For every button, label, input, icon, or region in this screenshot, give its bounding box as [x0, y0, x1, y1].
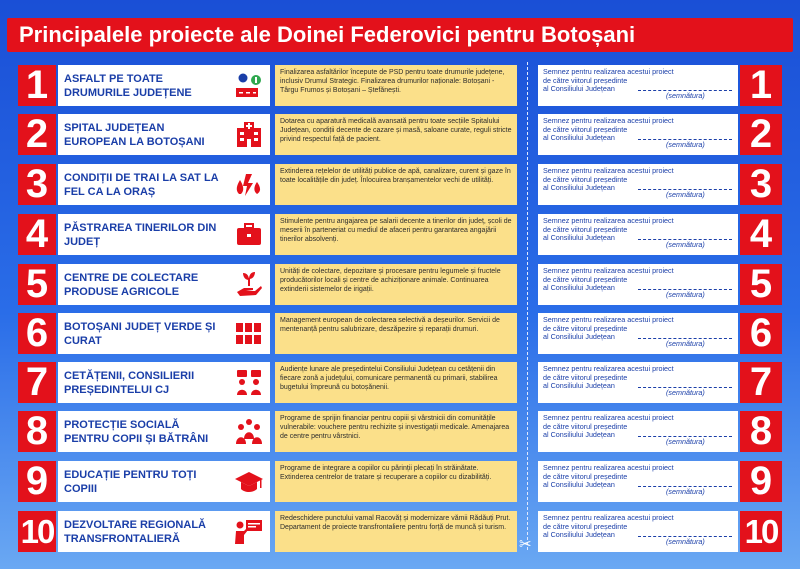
project-title: DEZVOLTARE REGIONALĂ TRANSFRONTALIERĂ [64, 518, 206, 545]
project-title-box [58, 65, 270, 106]
project-description: Stimulente pentru angajarea pe salarii decente a tinerilor din județ, școli de meserii în parteneriat cu mediul de afaceri pentru garantarea angajării tinerilor absolvenți. [275, 214, 517, 255]
sign-line-3: al Consiliului Județean [543, 233, 615, 243]
project-number-right: 9 [740, 461, 782, 502]
signature-box [538, 411, 738, 452]
sign-line-3: al Consiliului Județean [543, 480, 615, 490]
project-title: CETĂȚENII, CONSILIERII PREȘEDINTELUI CJ [64, 369, 195, 396]
project-title: ASFALT PE TOATE DRUMURILE JUDEȚENE [64, 72, 192, 99]
sign-line-3: al Consiliului Județean [543, 381, 615, 391]
project-row [0, 264, 800, 305]
sign-line-3: al Consiliului Județean [543, 530, 615, 540]
project-number: 7 [18, 362, 56, 403]
project-number-right: 8 [740, 411, 782, 452]
project-row [0, 114, 800, 155]
signature-box [538, 164, 738, 205]
project-description: Redeschidere punctului vamal Racovăț și modernizare vămii Rădăuți Prut. Departament de proiecte transfrontaliere pentru forță de muncă și turism. [275, 511, 517, 552]
sign-line-3: al Consiliului Județean [543, 183, 615, 193]
project-row [0, 65, 800, 106]
project-number: 6 [18, 313, 56, 354]
project-row [0, 313, 800, 354]
signature-label: (semnătura) [666, 140, 705, 149]
project-title: PROTECȚIE SOCIALĂ PENTRU COPII ȘI BĂTRÂNI [64, 418, 209, 445]
project-number-right: 7 [740, 362, 782, 403]
project-number: 8 [18, 411, 56, 452]
signature-label: (semnătura) [666, 91, 705, 100]
people-chat-icon [234, 368, 264, 397]
project-row [0, 164, 800, 205]
sign-line-2: de către viitorul președinte [543, 174, 628, 184]
project-title: PĂSTRAREA TINERILOR DIN JUDEȚ [64, 221, 217, 248]
signature-label: (semnătura) [666, 290, 705, 299]
scissors-icon: ✂ [519, 536, 532, 553]
project-title-box [58, 461, 270, 502]
sign-line-1: Semnez pentru realizarea acestui proiect [543, 166, 674, 175]
sign-line-2: de către viitorul președinte [543, 75, 628, 85]
sign-line-2: de către viitorul președinte [543, 323, 628, 333]
graduation-cap-icon [234, 467, 264, 496]
sign-line-2: de către viitorul președinte [543, 224, 628, 234]
signature-label: (semnătura) [666, 240, 705, 249]
project-title: EDUCAȚIE PENTRU TOȚI COPIII [64, 468, 197, 495]
project-title-box [58, 362, 270, 403]
utilities-icon [234, 170, 264, 199]
project-title: SPITAL JUDEȚEAN EUROPEAN LA BOTOȘANI [64, 121, 205, 148]
signature-label: (semnătura) [666, 487, 705, 496]
signature-label: (semnătura) [666, 537, 705, 546]
sign-line-3: al Consiliului Județean [543, 84, 615, 94]
sign-line-3: al Consiliului Județean [543, 283, 615, 293]
project-number: 10 [18, 511, 56, 552]
sign-line-1: Semnez pentru realizarea acestui proiect [543, 364, 674, 373]
signature-box [538, 511, 738, 552]
signature-box [538, 214, 738, 255]
project-row [0, 461, 800, 502]
project-description: Programe de sprijin financiar pentru copiii și vârstnicii din comunitățile vulnerabile: vouchere pentru rechizite și investigații medicale. Amenajarea de centre pentru vârstnici. [275, 411, 517, 452]
sign-line-2: de către viitorul președinte [543, 421, 628, 431]
project-number: 3 [18, 164, 56, 205]
project-description: Programe de integrare a copiilor cu părinții plecați în străinătate. Extinderea centrelor de tratare și recuperare a copiilor cu dizabilități. [275, 461, 517, 502]
project-row [0, 411, 800, 452]
project-description: Dotarea cu aparatură medicală avansată pentru toate secțiile Spitalului Județean, condiții decente de cazare și masă, saloane curate, reguli stricte privind respectul față de pacient. [275, 114, 517, 155]
family-icon [234, 417, 264, 446]
project-number: 2 [18, 114, 56, 155]
project-row [0, 511, 800, 552]
sign-line-1: Semnez pentru realizarea acestui proiect [543, 216, 674, 225]
sign-line-2: de către viitorul președinte [543, 471, 628, 481]
project-number-right: 4 [740, 214, 782, 255]
project-description: Management european de colectarea selectivă a deșeurilor. Servicii de mentenanță pentru salubrizare, deszăpezire și reparații drumuri. [275, 313, 517, 354]
project-number-right: 5 [740, 264, 782, 305]
project-description: Unități de colectare, depozitare și procesare pentru legumele și fructele producătorilor locali și centre de achiziționare animale. Continuarea extinderii sistemelor de irigații. [275, 264, 517, 305]
presentation-icon [234, 517, 264, 546]
project-title-box [58, 511, 270, 552]
sign-line-1: Semnez pentru realizarea acestui proiect [543, 67, 674, 76]
sign-line-2: de către viitorul președinte [543, 521, 628, 531]
sign-line-1: Semnez pentru realizarea acestui proiect [543, 266, 674, 275]
road-icon [234, 71, 264, 100]
signature-label: (semnătura) [666, 339, 705, 348]
hospital-icon [234, 120, 264, 149]
signature-box [538, 264, 738, 305]
project-number: 1 [18, 65, 56, 106]
project-title-box [58, 114, 270, 155]
project-title-box [58, 313, 270, 354]
signature-label: (semnătura) [666, 388, 705, 397]
project-number-right: 1 [740, 65, 782, 106]
sign-line-3: al Consiliului Județean [543, 430, 615, 440]
sign-line-1: Semnez pentru realizarea acestui proiect [543, 513, 674, 522]
project-title: CONDIȚII DE TRAI LA SAT LA FEL CA LA ORAȘ [64, 171, 219, 198]
project-title: CENTRE DE COLECTARE PRODUSE AGRICOLE [64, 271, 199, 298]
project-number-right: 10 [740, 511, 782, 552]
signature-box [538, 461, 738, 502]
page-title: Principalele proiecte ale Doinei Federovici pentru Botoșani [7, 18, 793, 52]
sign-line-2: de către viitorul președinte [543, 372, 628, 382]
signature-box [538, 313, 738, 354]
project-title-box [58, 214, 270, 255]
sign-line-3: al Consiliului Județean [543, 133, 615, 143]
project-number-right: 2 [740, 114, 782, 155]
recycle-bins-icon [234, 319, 264, 348]
project-title: BOTOȘANI JUDEȚ VERDE ȘI CURAT [64, 320, 216, 347]
sign-line-2: de către viitorul președinte [543, 124, 628, 134]
signature-box [538, 65, 738, 106]
project-title-box [58, 411, 270, 452]
sign-line-2: de către viitorul președinte [543, 274, 628, 284]
sign-line-1: Semnez pentru realizarea acestui proiect [543, 315, 674, 324]
project-description: Finalizarea asfaltărilor începute de PSD pentru toate drumurile județene, inclusiv Drumul Strategic. Finalizarea drumurilor naționale: Botoșani - Târgu Frumos și Botoșani – Ștefănești. [275, 65, 517, 106]
briefcase-icon [234, 220, 264, 249]
project-number: 4 [18, 214, 56, 255]
project-row [0, 214, 800, 255]
project-row [0, 362, 800, 403]
sign-line-1: Semnez pentru realizarea acestui proiect [543, 413, 674, 422]
sign-line-1: Semnez pentru realizarea acestui proiect [543, 463, 674, 472]
project-number-right: 6 [740, 313, 782, 354]
signature-box [538, 114, 738, 155]
signature-label: (semnătura) [666, 190, 705, 199]
sign-line-1: Semnez pentru realizarea acestui proiect [543, 116, 674, 125]
signature-label: (semnătura) [666, 437, 705, 446]
project-title-box [58, 264, 270, 305]
sign-line-3: al Consiliului Județean [543, 332, 615, 342]
project-title-box [58, 164, 270, 205]
signature-box [538, 362, 738, 403]
project-description: Audiențe lunare ale președintelui Consiliului Județean cu cetățenii din fiecare zonă a județului, comunicare permanentă cu primarii, stabilirea bugetului împreună cu botoșănenii. [275, 362, 517, 403]
project-number: 5 [18, 264, 56, 305]
project-number-right: 3 [740, 164, 782, 205]
hand-plant-icon [234, 270, 264, 299]
project-description: Extinderea rețelelor de utilități publice de apă, canalizare, curent și gaze în toate localitățile din județ. Înlocuirea branșamentelor vechi de utilități. [275, 164, 517, 205]
project-number: 9 [18, 461, 56, 502]
